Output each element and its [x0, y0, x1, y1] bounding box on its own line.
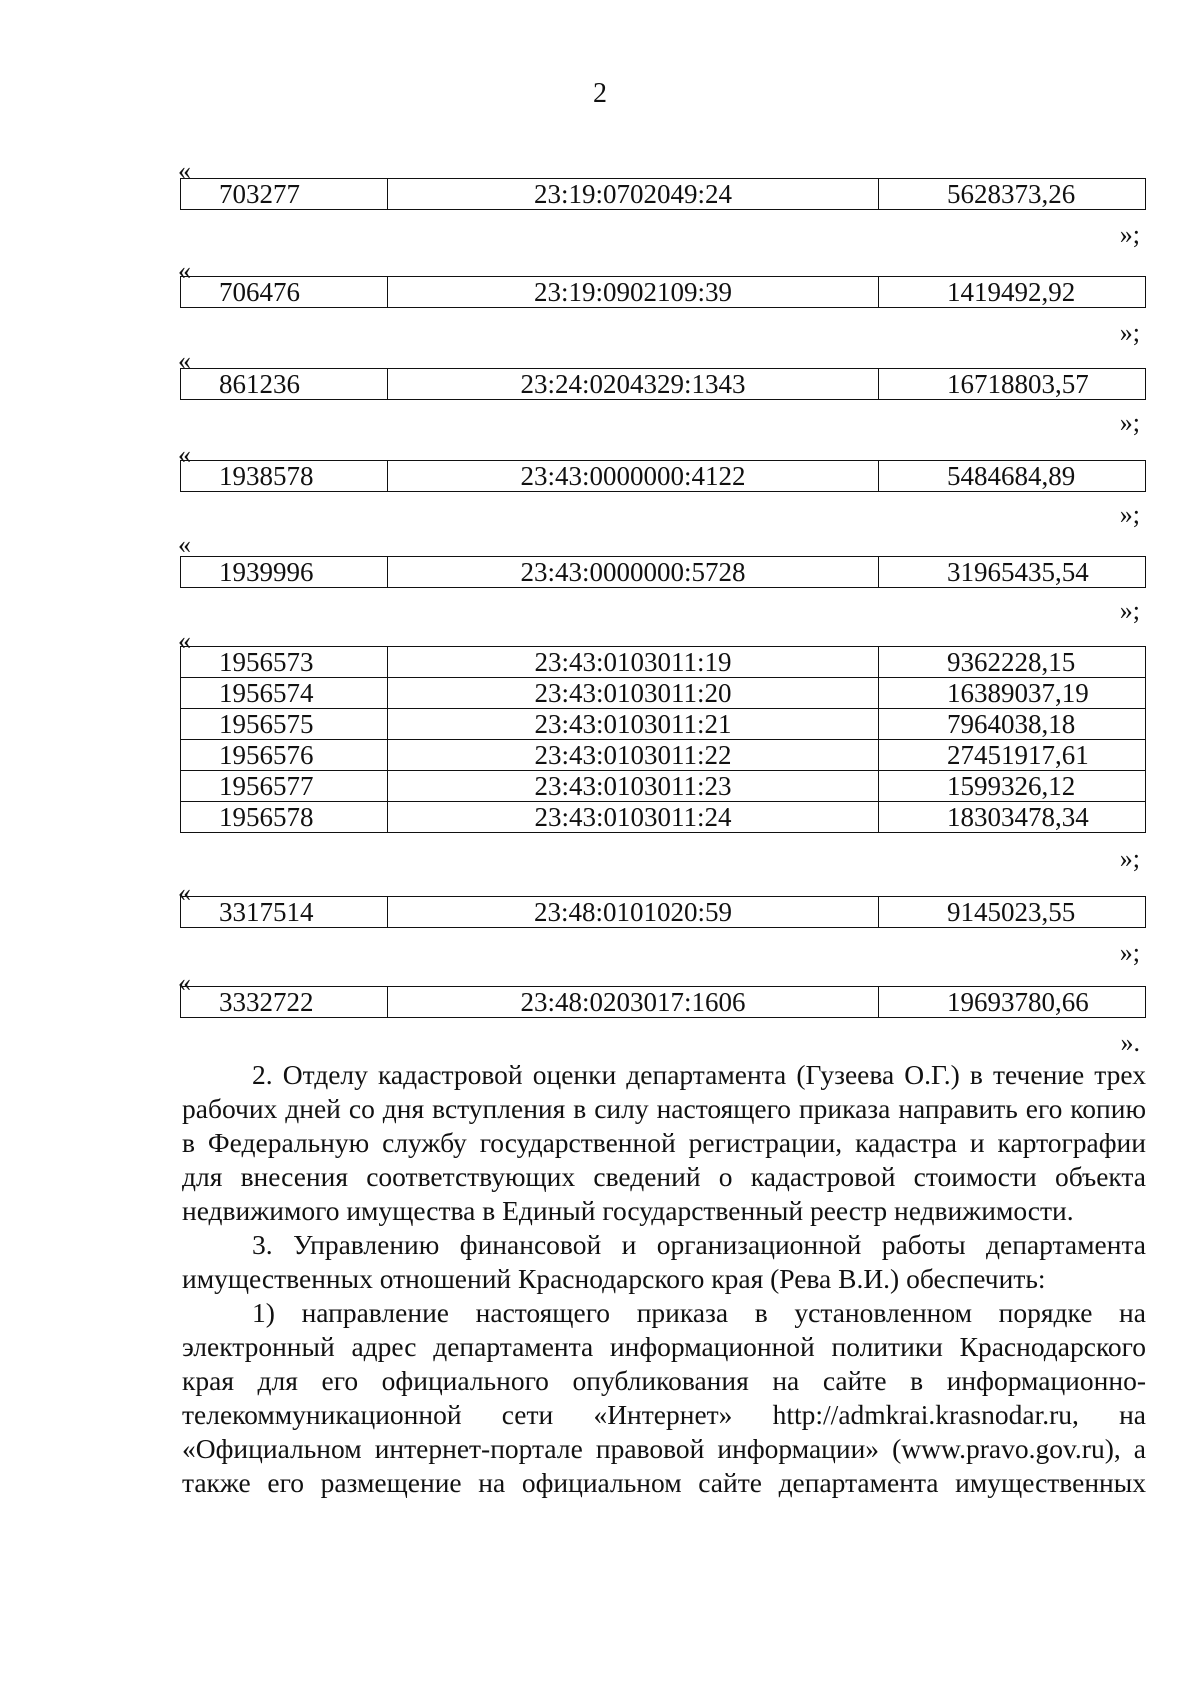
cadastral-value-cell: 27451917,61 — [879, 740, 1146, 771]
cadastral-value-cell: 9145023,55 — [879, 897, 1146, 928]
record-number-cell: 3317514 — [181, 897, 388, 928]
record-number-cell: 1956577 — [181, 771, 388, 802]
table-row — [181, 277, 1146, 308]
open-quote: « — [178, 878, 191, 907]
close-quote: ». — [1120, 1028, 1140, 1057]
cadastral-number-cell: 23:43:0103011:20 — [388, 678, 879, 709]
open-quote: « — [178, 530, 191, 559]
close-quote: »; — [1119, 220, 1140, 249]
cadastral-number-cell: 23:43:0103011:24 — [388, 802, 879, 833]
close-quote: »; — [1119, 596, 1140, 625]
document-body — [182, 1058, 1146, 1500]
table-row — [181, 461, 1146, 492]
paragraph-2: 2. Отделу кадастровой оценки департамента (Гузеева О.Г.) в течение трех рабочих дней со дня вступления в силу настоящего приказа направить его копию в Федеральную службу государственной регистрации, кадастра и картографии для внесения соответствующих сведений о кадастровой стоимости объекта недвижимого имущества в Единый государственный реестр недвижимости. — [182, 1059, 1146, 1226]
cadastral-table — [180, 556, 1146, 588]
open-quote: « — [178, 968, 191, 997]
table-row — [181, 179, 1146, 210]
record-number-cell: 1956576 — [181, 740, 388, 771]
cadastral-number-cell: 23:19:0902109:39 — [388, 277, 879, 308]
record-number-cell: 1938578 — [181, 461, 388, 492]
table-row — [181, 678, 1146, 709]
cadastral-number-cell: 23:43:0000000:4122 — [388, 461, 879, 492]
cadastral-table — [180, 896, 1146, 928]
cadastral-table — [180, 368, 1146, 400]
cadastral-table — [180, 178, 1146, 210]
open-quote: « — [178, 346, 191, 375]
record-number-cell: 1956574 — [181, 678, 388, 709]
cadastral-number-cell: 23:43:0103011:19 — [388, 647, 879, 678]
record-number-cell: 1956578 — [181, 802, 388, 833]
record-number-cell: 703277 — [181, 179, 388, 210]
cadastral-number-cell: 23:43:0103011:23 — [388, 771, 879, 802]
cadastral-value-cell: 18303478,34 — [879, 802, 1146, 833]
open-quote: « — [178, 156, 191, 185]
cadastral-number-cell: 23:19:0702049:24 — [388, 179, 879, 210]
cadastral-table — [180, 276, 1146, 308]
open-quote: « — [178, 256, 191, 285]
close-quote: »; — [1119, 500, 1140, 529]
table-row — [181, 802, 1146, 833]
record-number-cell: 1956573 — [181, 647, 388, 678]
close-quote: »; — [1119, 408, 1140, 437]
cadastral-value-cell: 7964038,18 — [879, 709, 1146, 740]
cadastral-value-cell: 19693780,66 — [879, 987, 1146, 1018]
table-row — [181, 369, 1146, 400]
cadastral-number-cell: 23:24:0204329:1343 — [388, 369, 879, 400]
record-number-cell: 3332722 — [181, 987, 388, 1018]
record-number-cell: 1956575 — [181, 709, 388, 740]
close-quote: »; — [1119, 844, 1140, 873]
cadastral-number-cell: 23:48:0203017:1606 — [388, 987, 879, 1018]
cadastral-value-cell: 16718803,57 — [879, 369, 1146, 400]
table-row — [181, 647, 1146, 678]
cadastral-number-cell: 23:43:0000000:5728 — [388, 557, 879, 588]
cadastral-table — [180, 460, 1146, 492]
cadastral-table — [180, 986, 1146, 1018]
cadastral-number-cell: 23:43:0103011:21 — [388, 709, 879, 740]
table-row — [181, 709, 1146, 740]
paragraph-3: 3. Управлению финансовой и организационной работы департамента имущественных отношений Краснодарского края (Рева В.И.) обеспечить: — [182, 1229, 1146, 1294]
record-number-cell: 706476 — [181, 277, 388, 308]
cadastral-value-cell: 9362228,15 — [879, 647, 1146, 678]
table-row — [181, 987, 1146, 1018]
close-quote: »; — [1119, 938, 1140, 967]
table-row — [181, 771, 1146, 802]
paragraph-3-item-1: 1) направление настоящего приказа в установленном порядке на электронный адрес департамента информационной политики Краснодарского края для его официального опубликования на сайте в информационно-телекоммуникационной сети «Интернет» http://admkrai.krasnodar.ru, на «Официальном интернет-портале правовой информации» (www.pravo.gov.ru), а также его размещение на официальном сайте департамента имущественных — [182, 1297, 1146, 1498]
cadastral-table — [180, 646, 1146, 833]
cadastral-value-cell: 1599326,12 — [879, 771, 1146, 802]
close-quote: »; — [1119, 318, 1140, 347]
cadastral-value-cell: 1419492,92 — [879, 277, 1146, 308]
cadastral-number-cell: 23:43:0103011:22 — [388, 740, 879, 771]
table-row — [181, 557, 1146, 588]
page-number: 2 — [593, 78, 607, 109]
record-number-cell: 861236 — [181, 369, 388, 400]
open-quote: « — [178, 626, 191, 655]
record-number-cell: 1939996 — [181, 557, 388, 588]
open-quote: « — [178, 440, 191, 469]
cadastral-value-cell: 5484684,89 — [879, 461, 1146, 492]
table-row — [181, 897, 1146, 928]
cadastral-number-cell: 23:48:0101020:59 — [388, 897, 879, 928]
table-row — [181, 740, 1146, 771]
cadastral-value-cell: 16389037,19 — [879, 678, 1146, 709]
cadastral-value-cell: 5628373,26 — [879, 179, 1146, 210]
cadastral-value-cell: 31965435,54 — [879, 557, 1146, 588]
